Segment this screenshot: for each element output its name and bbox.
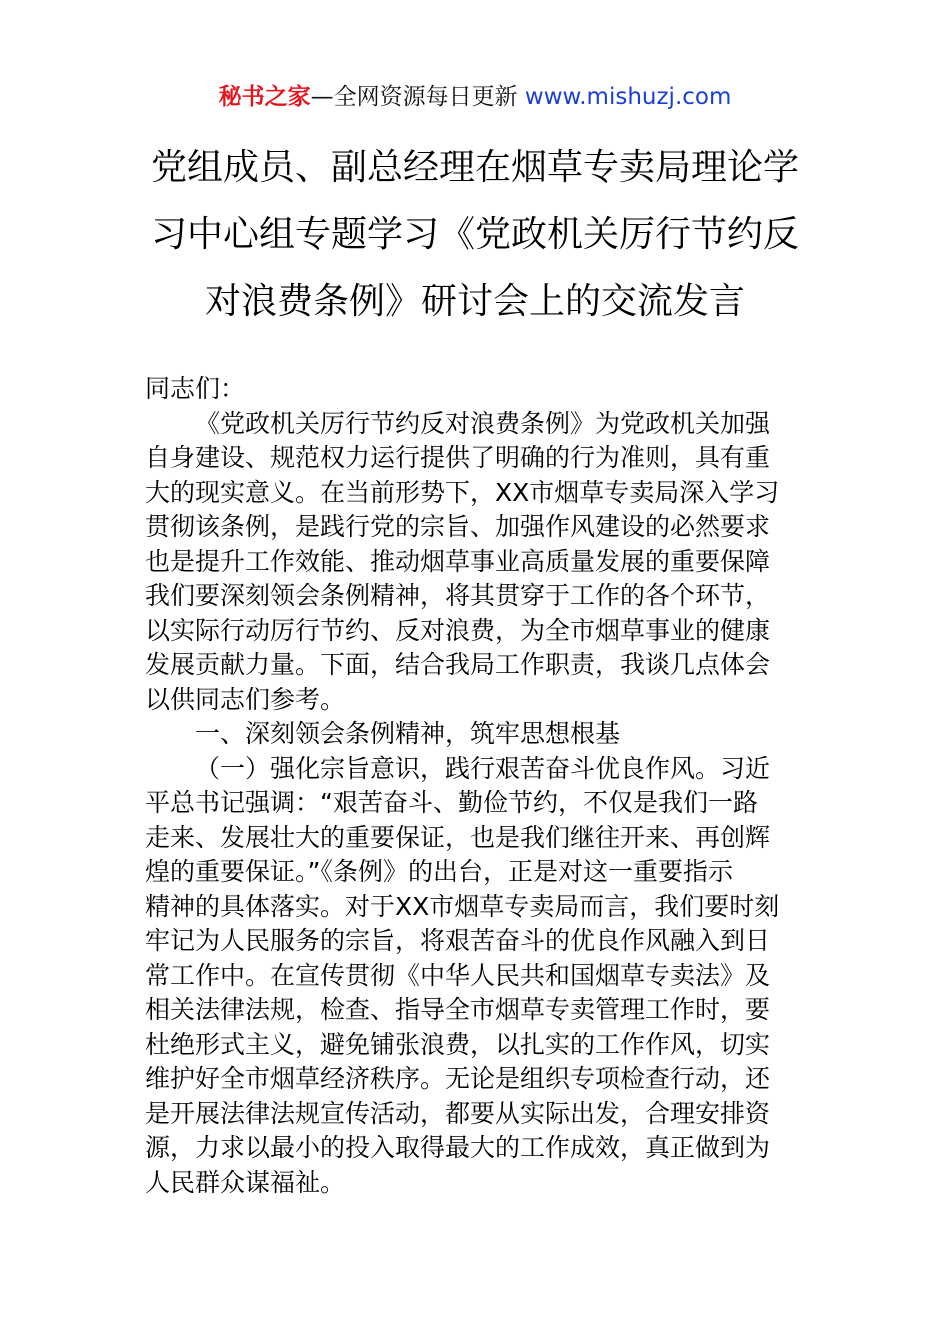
body-line: 以供同志们参考。 xyxy=(145,684,346,714)
site-tagline: —全网资源每日更新 xyxy=(310,84,525,110)
body-line: 《党政机关厉行节约反对浪费条例》为党政机关加强 xyxy=(195,408,771,438)
title-line: 对浪费条例》研讨会上的交流发言 xyxy=(204,281,745,322)
body-line: 人民群众谋福祉。 xyxy=(145,1167,346,1197)
document-title xyxy=(110,134,840,335)
body-line: 也是提升工作效能、推动烟草事业高质量发展的重要保障 xyxy=(145,546,771,576)
body-line: 维护好全市烟草经济秩序。无论是组织专项检查行动，还 xyxy=(145,1064,771,1093)
body-line: 我们要深刻领会条例精神，将其贯穿于工作的各个环节， xyxy=(145,581,771,610)
body-line: （一）强化宗旨意识，践行艰苦奋斗优良作风。习近 xyxy=(195,753,771,783)
body-line: 相关法律法规，检查、指导全市烟草专卖管理工作时，要 xyxy=(145,995,771,1024)
salutation: 同志们： xyxy=(145,374,246,403)
title-line: 习中心组专题学习《党政机关厉行节约反 xyxy=(150,214,799,255)
body-line: 大的现实意义。在当前形势下，XX市烟草专卖局深入学习 xyxy=(145,477,780,507)
body-line: 煌的重要保证。”《条例》的出台，正是对这一重要指示 xyxy=(145,857,733,886)
body-line: 牢记为人民服务的宗旨，将艰苦奋斗的优良作风融入到日 xyxy=(145,926,771,955)
body-line: 源，力求以最小的投入取得最大的工作成效，真正做到为 xyxy=(145,1133,771,1162)
body-line: 自身建设、规范权力运行提供了明确的行为准则，具有重 xyxy=(145,443,771,472)
body-line: 平总书记强调：“艰苦奋斗、勤俭节约，不仅是我们一路 xyxy=(145,788,758,817)
body-line: 以实际行动厉行节约、反对浪费，为全市烟草事业的健康 xyxy=(145,615,771,645)
body-line: 杜绝形式主义，避免铺张浪费，以扎实的工作作风，切实 xyxy=(145,1029,771,1059)
body-line: 走来、发展壮大的重要保证，也是我们继往开来、再创辉 xyxy=(145,822,771,852)
section-heading: 一、深刻领会条例精神，筑牢思想根基 xyxy=(195,719,621,748)
site-url-link[interactable]: www.mishuzj.com xyxy=(524,84,732,110)
body-line: 发展贡献力量。下面，结合我局工作职责，我谈几点体会 xyxy=(145,650,771,679)
body-line: 贯彻该条例，是践行党的宗旨、加强作风建设的必然要求 xyxy=(145,512,771,541)
body-line: 是开展法律法规宣传活动，都要从实际出发，合理安排资 xyxy=(145,1098,771,1128)
site-brand: 秘书之家 xyxy=(218,84,311,110)
site-header xyxy=(0,80,950,114)
body-line: 精神的具体落实。对于XX市烟草专卖局而言，我们要时刻 xyxy=(145,891,780,921)
body-line: 常工作中。在宣传贯彻《中华人民共和国烟草专卖法》及 xyxy=(145,960,771,990)
title-line: 党组成员、副总经理在烟草专卖局理论学 xyxy=(150,147,799,188)
document-body xyxy=(145,372,810,1200)
